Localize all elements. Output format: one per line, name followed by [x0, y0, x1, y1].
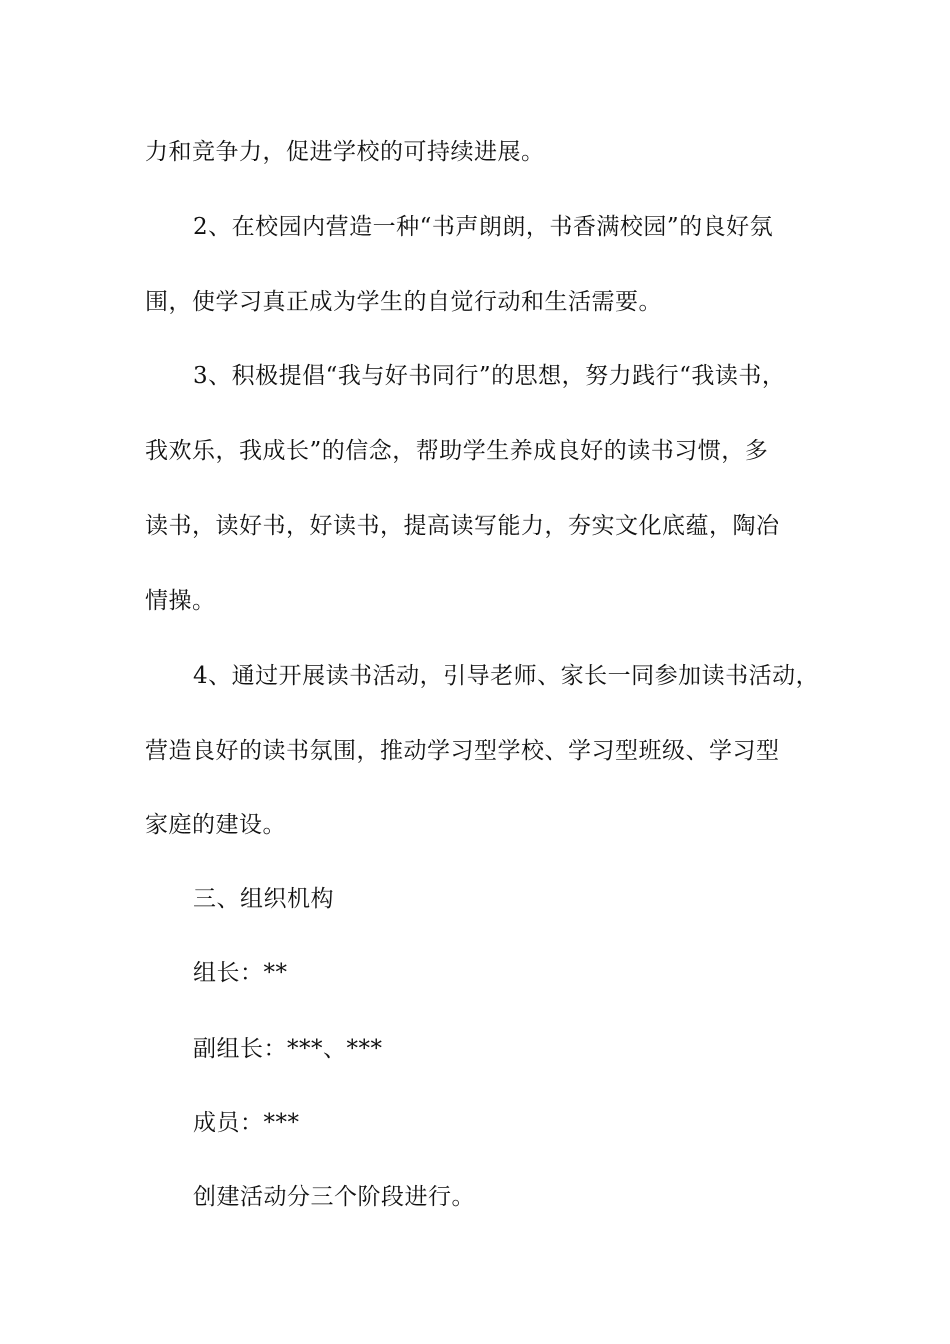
paragraph-3-line-1: 3、积极提倡“我与好书同行”的思想，努力践行“我读书， — [193, 363, 786, 389]
paragraph-3-line-4: 情操。 — [145, 588, 216, 614]
deputy-leaders: 副组长：***、*** — [193, 1036, 383, 1062]
section-heading: 三、组织机构 — [193, 886, 334, 912]
paragraph-3-line-3: 读书，读好书，好读书，提高读写能力，夯实文化底蕴，陶冶 — [145, 513, 780, 539]
paragraph-4-line-1: 4、通过开展读书活动，引导老师、家长一同参加读书活动， — [193, 663, 820, 689]
paragraph-2-line-2: 围，使学习真正成为学生的自觉行动和生活需要。 — [145, 289, 662, 315]
paragraph-3-line-2: 我欢乐，我成长”的信念，帮助学生养成良好的读书习惯，多 — [145, 438, 769, 464]
paragraph-2-line-1: 2、在校园内营造一种“书声朗朗，书香满校园”的良好氛 — [193, 214, 774, 240]
team-leader: 组长：** — [193, 960, 288, 986]
paragraph-1-line-1: 力和竞争力，促进学校的可持续进展。 — [145, 139, 545, 165]
paragraph-4-line-3: 家庭的建设。 — [145, 812, 286, 838]
paragraph-4-line-2: 营造良好的读书氛围，推动学习型学校、学习型班级、学习型 — [145, 738, 780, 764]
activity-stages-note: 创建活动分三个阶段进行。 — [193, 1184, 475, 1210]
members: 成员：*** — [193, 1110, 300, 1136]
